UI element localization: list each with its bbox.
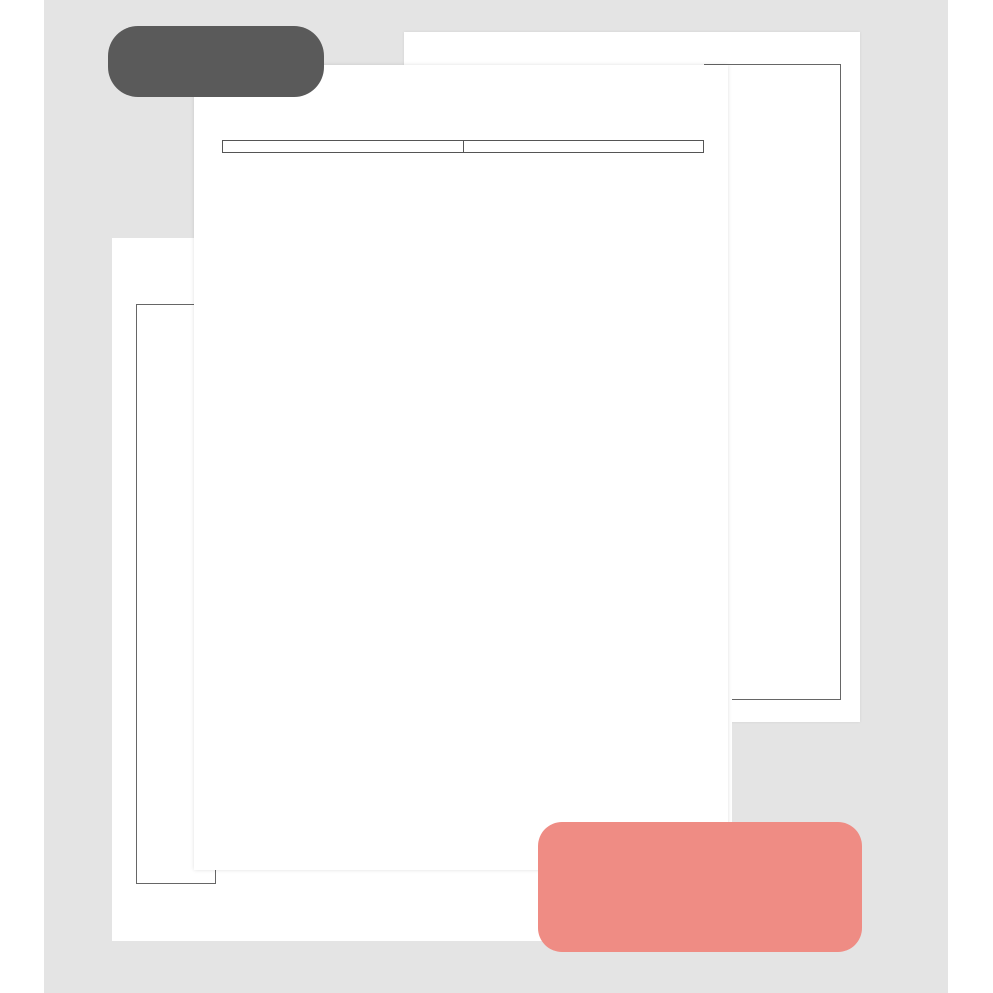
question-header <box>223 141 464 153</box>
main-quiz-page <box>194 65 728 870</box>
quiz-table <box>222 140 704 153</box>
answer-header <box>463 141 704 153</box>
quiz-cards-badge <box>108 26 324 97</box>
info-badge <box>538 822 862 952</box>
